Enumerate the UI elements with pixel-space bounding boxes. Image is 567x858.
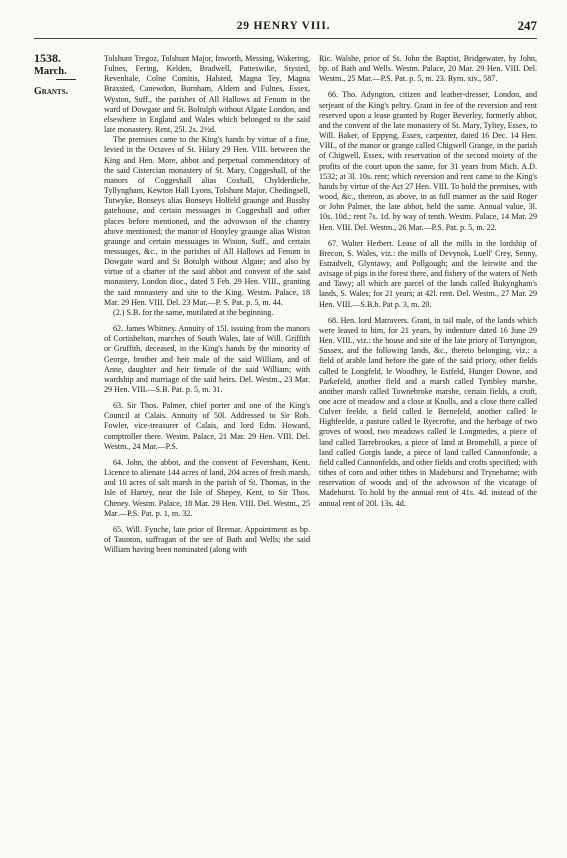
entry-paragraph: 62. James Whitney. Annuity of 15l. issuing from the manors of Cortisbelton, marches of South Wales, late of Will. Griffith or Gruffith, deceased, in the King's hands by the minority of George, brother and heir male of the said William, and of Anne, daughter and heir female of the said William; with wardship and marriage of the said heirs. Del. Westm., 23 Mar. 29 Hen. VIII.—S.B. Pat. p. 5, m. 31. [104,324,310,394]
entry-paragraph: 66. Tho. Adyngton, citizen and leather-dresser, London, and serjeant of the King's peltry. Grant in fee of the reversion and rent reserved upon a lease granted by Roger Beverley, formerly abbot, and the convent of the late monastery of St. Mary, Tyltey, Essex, to Will. Baker, of Eppyng, Essex, carpenter, dated 16 Dec. 14 Hen. VIII., of the manor or grange called Chigwell Grange, in the parish of Chigwell, Essex, with reservation of the second moiety of the profits of the court upon the same, for 31 years from Mich. A.D. 1532; at 3l. 10s. rent; which reversion and rent came to the King's hands by virtue of the Act 27 Hen. VIII. To hold the premises, with wood, &c., thereon, as above, in as full manner as the said Roger or John Palmer, the late abbot, held the same. Annual value, 3l. 10s. 10d.; rent 7s. 1d. by way of tenth. Westm. Palace, 14 Mar. 29 Hen. VIII. Del. Westm., 26 Mar.—P.S. Pat. p. 5, m. 22. [319,90,537,232]
library-stamp [300,500,324,680]
entry-paragraph: (2.) S.B. for the same, mutilated at the beginning. [113,307,274,317]
right-column [319,54,537,509]
entry-paragraph: Tolshunt Tregoz, Tolshunt Major, Inworth, Messing, Wakering, Fulnes, Fering, Kelden, Bradwell, Patteswike, Stysted, Revenhale, Colne Comitis, Halsted, Magna Tey, Magna Braxsted, Canewdon, Burnham, Aldern and Fulnes, Essex, Wyston, Suff., the parishes of All Hallows ad Fenum in the ward of Dowgate and St. Boltulph without Algate London, and elsewhere in England and Wales which belonged to the said late monastery. Rent, 25l. 2s. 2½d. [104,54,310,135]
margin-section: Grants. [34,86,69,97]
entry-paragraph: 65. Will. Fynche, late prior of Bremar. Appointment as bp. of Taunton, suffragan of the see of Bath and Wells; the said William having been nominated (along with [104,524,310,555]
entry-paragraph: 67. Walter Herbert. Lease of all the mills in the lordship of Brecon, S. Wales, viz.: the mills of Devynok, Luell' Crey, Senny, Estradvelt, Glyntawy, and Pollgough; and the leirwite and the avisage of pigs in the forest there, and fishery of the waters of Neth and Tawy; all which are parcel of the lands called Bukyngham's lands, S. Wales; for 21 years; at 42l. rent. Del. Westm., 27 Mar. 29 Hen. VIII.—S.B.b. Pat p. 3, m. 20. [319,238,538,309]
entry-paragraph: 64. John, the abbot, and the convent of Feversham, Kent. Licence to alienate 144 acres of land, 204 acres of fresh marsh, and 10 acres of salt marsh in the parish of St. Thomas, in the Isle of Hartey, near the Isle of Shepey, Kent, to Sir Thos. Cheney. Westm. Palace, 18 Mar. 29 Hen. VIII. Del. Westm., 25 Mar.—P.S. Pat. p. 1, m. 32. [104,457,310,518]
running-head: 29 HENRY VIII. [236,20,331,32]
entry-paragraph: 63. Sir Thos. Palmer, chief porter and one of the King's Council at Calais. Annuity of 50l. Addressed to Sir Rob. Fowler, vice-treasurer of Calais, and lord Edm. Howard, comptroller there. Westm. Palace, 21 Mar. 29 Hen. VIII. Del. Westm., 24 Mar.—P.S. [104,401,310,451]
margin-notes [34,52,98,98]
page-number: 247 [517,18,537,33]
margin-month: March. [34,66,67,77]
header-rule [34,38,537,39]
margin-divider [56,79,76,80]
entry-paragraph: 68. Hen. lord Matravers. Grant, in tail male, of the lands which were leased to him, for 21 years, by indenture dated 16 June 29 Hen. VIII., viz.: the house and site of the late priory of Tortyngton, Sussex, and the following lands, &c., thereto belonging, viz.: a field of arable land before the gate of the said priory, other fields called le Longfeld, le Woodhey, le Estfeld, Hunger Downe, and Parkefeld, another field and a marsh called Tymbley marshe, another marsh called Townebroke marshe, certain fields, a croft, one acre of meadow and a close at Knolls, and a close there called Culver feelde, a field called le Bernefeld, another called le Highfeelde, a pasture called le Ryecrofte, and the herbage of two groves of wood, two meadows called le Longmedes, a piece of land called Tarrebrookes, a piece of land at Bromehill, a piece of land called Gorgis lande, a piece of land called Cannonfonde, a field called Cannonfelds, and other fields and crofts specified; with tithes of corn and other tithes in Madeburst and Tryneharne; with reservation of woods and of the advowson of the vicarage of Madehurst. To hold by the annual rent of 41s. 4d. instead of the annual rent of 20l. 13s. 4d. [319,315,537,508]
entry-paragraph: The premises came to the King's hands by virtue of a fine, levied in the Octaves of St. Hilary 29 Hen. VIII. between the King and Hen. More, abbot and perpetual commendatory of the said Cistercian monastery of St. Mary, Coggeshall, of the manors of Coggeshall alias Coxhall, Chylderdiche, Tyllyngham, Kewton Hall Lyons, Tolshunt Major, Chedingsell, Tutwyke, Bonseys alias Bonseys Holfeld graunge and Busshy gatehouse, and certain messuages in Coggeshall and other places before mentioned, and the advowson of the chantry above mentioned; the manor of Honyley graunge alias Wiston graunge and certain messuages in Wiston, Suff., and certain messuages, &c., in the parishes of All Hallows ad Fenum in Dowgate ward and St Botulph without Algate; and also by virtue of a charter of the said abbot and convent of the said monastery, London dioc., dated 5 Feb. 29 Hen. VIII., granting the said monastery and site to the King. Westm. Palace, 18 Mar. 29 Hen. VIII. Del. 23 Mar.—P. S. Pat. p. 5, m. 44. [104,135,310,307]
margin-year: 1538. [34,51,61,65]
entry-paragraph: Ric. Walshe, prior of St. John the Baptist, Bridgewater, by John, bp. of Bath and Wells. Westm. Palace, 20 Mar. 29 Hen. VIII. Del. Westm., 25 Mar.—P.S. Pat. p. 5, m. 23. Rym. xiv., 587. [319,54,537,84]
left-column [104,54,310,555]
